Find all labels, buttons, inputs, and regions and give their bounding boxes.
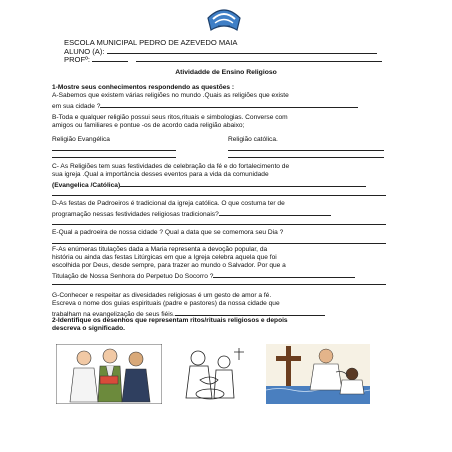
- answer-d-field[interactable]: [219, 208, 331, 216]
- question-a-line1: A-Sabemos que existem várias religiões no mundo .Quais as religiões que existe: [52, 92, 289, 99]
- question-g-line2: Escreva o nome dos guias espirituais (padre e pastores) da nossa cidade que: [52, 300, 280, 307]
- question-a-line2: [52, 100, 386, 111]
- baptism-drawing-illustration: [168, 344, 252, 404]
- question-d-line2-text: programação nessas festividades religiosas tradicionais?: [52, 211, 219, 218]
- question-f: [52, 246, 386, 281]
- answer-c-field[interactable]: [120, 179, 366, 187]
- answer-d-line-2[interactable]: [52, 224, 386, 225]
- answer-b-left-line-2[interactable]: [52, 157, 176, 158]
- teacher-short-line: [92, 54, 128, 62]
- teacher-row: [64, 54, 382, 64]
- student-name-field[interactable]: [107, 46, 377, 54]
- question-d: [52, 200, 386, 219]
- question-e: E-Qual a padroeira de nossa cidade ? Qual a data que se comemora seu Dia ?: [52, 229, 284, 236]
- answer-g-field[interactable]: [175, 308, 325, 316]
- answer-b-right-line-2[interactable]: [228, 157, 384, 158]
- question-c-line1: C- As Religiões tem suas festividades de celebração da fé e do fortalecimento de: [52, 163, 290, 170]
- question-d-line2: [52, 208, 386, 219]
- teacher-label: PROFº:: [64, 55, 90, 64]
- question-f-line2: história ou ainda das festas Litúrgicas em que a Igreja celebra aquela que foi: [52, 254, 277, 261]
- question-f-line4: [52, 270, 386, 281]
- question-c: [52, 163, 386, 190]
- column-evangelica: Religião Evangélica: [52, 136, 110, 143]
- question-a: [52, 92, 386, 111]
- question-f-line4-text: Titulação de Nossa Senhora do Perpetuo Do Socorro ?: [52, 273, 214, 280]
- answer-e-line-1[interactable]: [52, 243, 386, 244]
- question-c-line3-text: (Evangelica /Católica): [52, 182, 121, 189]
- question-b: [52, 114, 386, 130]
- student-label: ALUNO (A):: [64, 47, 105, 56]
- column-catolica: Religião católica.: [228, 136, 278, 143]
- question-2-line2: descreva o significado.: [52, 325, 125, 332]
- question-b-line2: amigos ou familiares e pontue -os de acordo cada religião abaixo;: [52, 122, 245, 129]
- answer-c-line-2[interactable]: [52, 195, 386, 196]
- school-name: ESCOLA MUNICIPAL PEDRO DE AZEVEDO MAIA: [64, 38, 238, 47]
- answer-b-right-line-1[interactable]: [228, 150, 384, 151]
- question-b-line1: B-Toda e qualquer religião possui seus ritos,rituais e simbologias. Converse com: [52, 114, 288, 121]
- school-logo-icon: [204, 4, 244, 34]
- question-g-line3-text: trabalham na evangelização de seus fiéis.: [52, 311, 175, 318]
- question-a-line2-text: em sua cidade ?: [52, 103, 101, 110]
- teacher-name-field[interactable]: [136, 54, 382, 62]
- question-g: [52, 292, 386, 319]
- question-c-line3: [52, 179, 386, 190]
- question-d-line1: D-As festas de Padroeiros é tradicional da igreja católica. O que costuma ter de: [52, 200, 285, 207]
- worksheet-title: Atividadde de Ensino Religioso: [175, 69, 277, 76]
- answer-f-line-2[interactable]: [52, 284, 386, 285]
- question-2: [52, 317, 386, 333]
- question-1-heading: 1-Mostre seus conhecimentos respondendo as questões :: [52, 84, 235, 91]
- question-c-line2: sua igreja .Qual a importância desses eventos para a vida da comunidade: [52, 171, 269, 178]
- wedding-rite-illustration: [56, 344, 162, 404]
- question-g-line1: G-Conhecer e respeitar as divesidades religiosas é um gesto de amor a fé.: [52, 292, 272, 299]
- river-baptism-illustration: [266, 344, 370, 404]
- question-2-line1: 2-Identifique os desenhos que representam ritos/rituais religiosos e depois: [52, 317, 288, 324]
- question-f-line3: escolhida por Deus, desde sempre, para trazer ao mundo o Salvador. Por que a: [52, 262, 286, 269]
- answer-b-left-line-1[interactable]: [52, 150, 176, 151]
- answer-f-field[interactable]: [213, 270, 355, 278]
- answer-a-field[interactable]: [100, 100, 358, 108]
- question-f-line1: F-As enúmeras titulações dada a Maria representa a devoção popular, da: [52, 246, 268, 253]
